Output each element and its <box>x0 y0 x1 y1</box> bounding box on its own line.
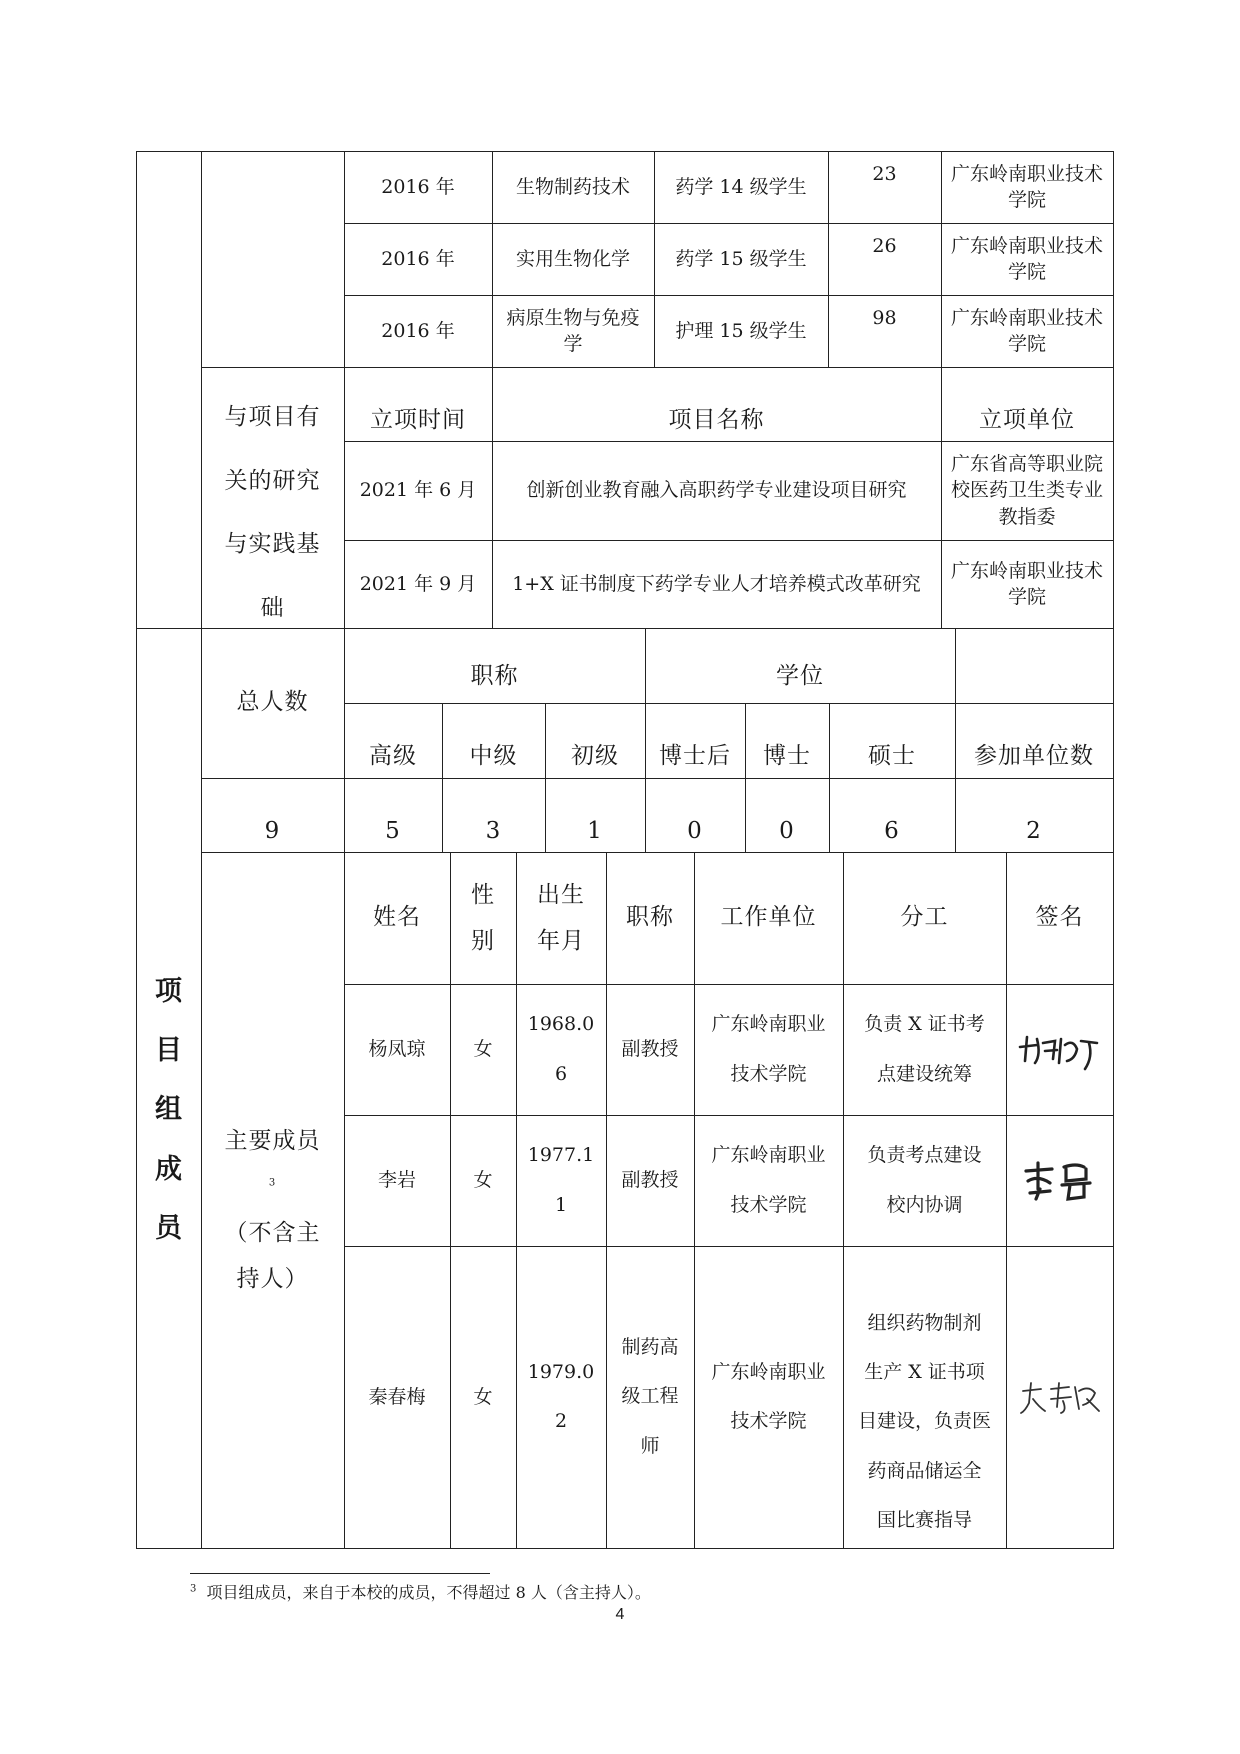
member-title: 制药高 级工程 师 <box>621 1335 679 1457</box>
main-members-label: 主要成员 $^3$ （不含主 持人） <box>224 1128 321 1292</box>
member-birth: 1977.1 1 <box>527 1144 595 1216</box>
header-senior: 高级 <box>369 743 417 770</box>
course-count: 26 <box>872 234 897 257</box>
member-duty: 负责 X 证书考 点建设统筹 <box>864 1013 985 1085</box>
member-unit: 广东岭南职业 技术学院 <box>711 1144 826 1216</box>
course-year: 2016 年 <box>381 247 455 270</box>
research-header-name: 项目名称 <box>668 406 765 433</box>
header-postdoc: 博士后 <box>659 743 731 770</box>
course-school: 广东岭南职业技术学院 <box>950 162 1103 211</box>
member-name: 秦春梅 <box>368 1385 426 1408</box>
course-count: 98 <box>872 306 897 329</box>
member-header-name: 姓名 <box>373 904 421 931</box>
course-school: 广东岭南职业技术学院 <box>950 234 1103 283</box>
value-postdoc: 0 <box>687 818 703 845</box>
member-birth: 1968.0 6 <box>527 1013 595 1085</box>
course-name: 病原生物与免疫学 <box>506 306 640 355</box>
member-name: 杨凤琼 <box>368 1038 426 1061</box>
header-units: 参加单位数 <box>974 743 1094 770</box>
title-group-label: 职称 <box>470 662 519 689</box>
member-signature <box>1006 984 1113 1115</box>
member-header-sign: 签名 <box>1035 904 1084 931</box>
member-duty: 组织药物制剂 生产 X 证书项 目建设，负责医 药商品储运全 国比赛指导 <box>857 1311 991 1532</box>
member-unit: 广东岭南职业 技术学院 <box>711 1013 826 1085</box>
footnote: $^3$ 项目组成员，来自于本校的成员，不得超过 8 人（含主持人）。 <box>190 1583 651 1602</box>
header-middle: 中级 <box>469 743 518 770</box>
page-number: 4 <box>615 1606 625 1623</box>
value-middle: 3 <box>485 818 502 845</box>
value-total: 9 <box>264 818 281 845</box>
member-gender: 女 <box>473 1038 493 1061</box>
member-title: 副教授 <box>621 1169 679 1192</box>
value-units: 2 <box>1026 818 1042 845</box>
degree-group-label: 学位 <box>776 662 824 689</box>
research-time: 2021 年 6 月 <box>359 479 477 502</box>
research-header-time: 立项时间 <box>370 406 466 433</box>
course-count: 23 <box>872 162 897 185</box>
footnote-separator <box>190 1573 490 1574</box>
member-header-birth: 出生 年月 <box>537 882 585 954</box>
course-name: 实用生物化学 <box>515 247 630 270</box>
header-phd: 博士 <box>763 743 811 770</box>
course-school: 广东岭南职业技术学院 <box>950 306 1103 355</box>
value-phd: 0 <box>779 818 795 845</box>
research-header-unit: 立项单位 <box>979 406 1075 433</box>
member-signature <box>1006 1246 1113 1548</box>
research-name: 创新创业教育融入高职药学专业建设项目研究 <box>526 479 907 502</box>
member-header-gender: 性 别 <box>471 882 495 954</box>
member-unit: 广东岭南职业 技术学院 <box>711 1360 826 1432</box>
header-junior: 初级 <box>571 743 619 770</box>
course-year: 2016 年 <box>381 319 455 342</box>
course-name: 生物制药技术 <box>515 175 630 198</box>
member-header-title: 职称 <box>626 904 674 931</box>
course-students: 药学 14 级学生 <box>675 175 807 198</box>
member-duty: 负责考点建设 校内协调 <box>867 1144 982 1216</box>
value-senior: 5 <box>385 818 401 845</box>
member-header-duty: 分工 <box>900 904 949 931</box>
course-year: 2016 年 <box>381 175 455 198</box>
member-header-unit: 工作单位 <box>720 904 817 931</box>
value-junior: 1 <box>587 818 603 845</box>
value-master: 6 <box>884 818 900 845</box>
member-signature <box>1006 1115 1113 1246</box>
member-gender: 女 <box>473 1169 493 1192</box>
team-section-label: 项 目 组 成 员 <box>155 975 182 1245</box>
research-unit: 广东岭南职业技术学院 <box>950 559 1103 608</box>
member-gender: 女 <box>473 1385 493 1408</box>
header-master: 硕士 <box>868 743 916 770</box>
research-label: 与项目有 关的研究 与实践基 础 <box>224 404 321 621</box>
course-students: 护理 15 级学生 <box>675 319 807 342</box>
member-title: 副教授 <box>621 1038 679 1061</box>
research-name: 1+X 证书制度下药学专业人才培养模式改革研究 <box>512 572 921 595</box>
member-birth: 1979.0 2 <box>527 1360 595 1432</box>
course-students: 药学 15 级学生 <box>675 247 807 270</box>
research-unit: 广东省高等职业院校医药卫生类专业教指委 <box>950 453 1103 528</box>
research-time: 2021 年 9 月 <box>359 572 477 595</box>
total-label: 总人数 <box>236 689 309 716</box>
member-name: 李岩 <box>377 1169 416 1192</box>
